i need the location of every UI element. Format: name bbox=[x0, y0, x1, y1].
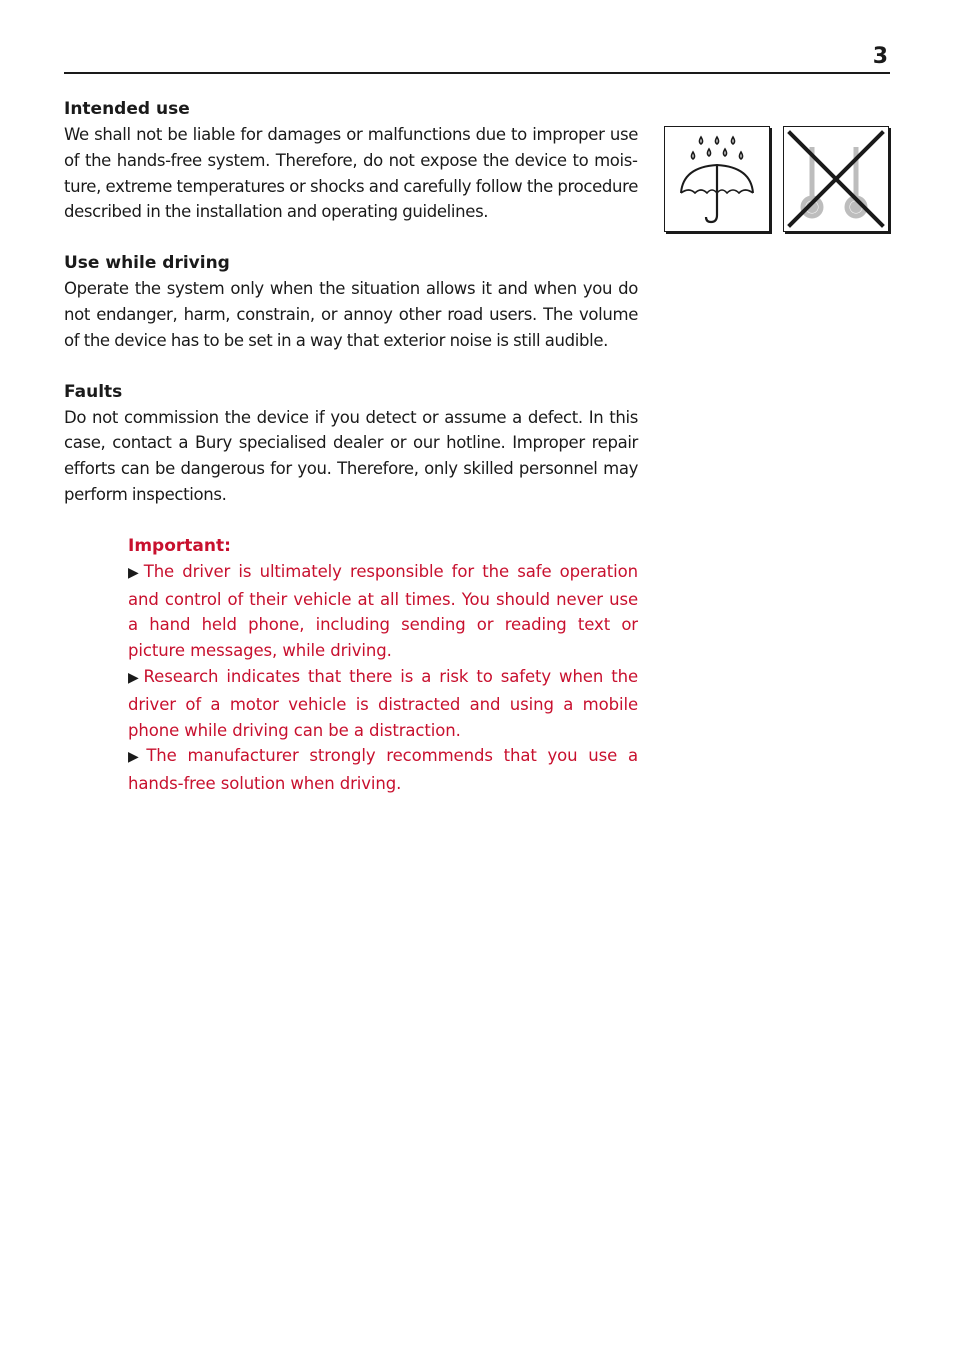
important-item bbox=[128, 559, 638, 664]
section-faults bbox=[64, 379, 638, 508]
bullet-arrow-icon: ▶ bbox=[128, 669, 142, 686]
important-notice bbox=[128, 533, 638, 797]
important-item bbox=[128, 664, 638, 743]
section-title: Intended use bbox=[64, 99, 190, 119]
section-use-while-driving bbox=[64, 250, 638, 353]
section-title: Use while driving bbox=[64, 253, 230, 274]
main-content bbox=[64, 96, 638, 797]
important-item-text: The driver is ultimately responsible for the safe operation and control of their vehicle at all times. You should never use a hand held phone, including sending or reading text or picture messages, while driving. bbox=[128, 561, 638, 661]
header-rule bbox=[64, 72, 890, 74]
section-body: Operate the system only when the situation allows it and when you do not endanger, harm, constrain, or annoy other road users. The volume of the device has to be set in a way that exterior noise is still audible. bbox=[64, 279, 638, 350]
section-title: Faults bbox=[64, 381, 123, 402]
important-item-text: The manufacturer strongly recommends that you use a hands-free solution when driving. bbox=[128, 746, 638, 794]
important-item bbox=[128, 743, 638, 797]
bullet-arrow-icon: ▶ bbox=[128, 564, 142, 581]
important-item-text: Research indicates that there is a risk to safety when the driver of a motor vehicle is distracted and using a mobile phone while driving can be a distraction. bbox=[128, 666, 638, 740]
umbrella-rain-icon bbox=[664, 126, 770, 232]
section-body: Do not commission the device if you detect or assume a defect. In this case, contact a Bury specialised dealer or our hotline. Improper repair efforts can be dangerous for you. Therefore, only skilled personnel may perform inspections. bbox=[64, 407, 638, 504]
section-intended-use bbox=[64, 96, 638, 225]
important-title: Important: bbox=[128, 535, 231, 556]
no-extreme-temperature-icon bbox=[783, 126, 889, 232]
page-number: 3 bbox=[872, 44, 888, 69]
bullet-arrow-icon: ▶ bbox=[128, 749, 145, 766]
section-body: We shall not be liable for damages or malfunctions due to improper use of the hands-free system. Therefore, do not expose the device to moisture, extreme temperatures or shocks and carefully follow the procedure described in the installation and operating guidelines. bbox=[64, 125, 638, 222]
